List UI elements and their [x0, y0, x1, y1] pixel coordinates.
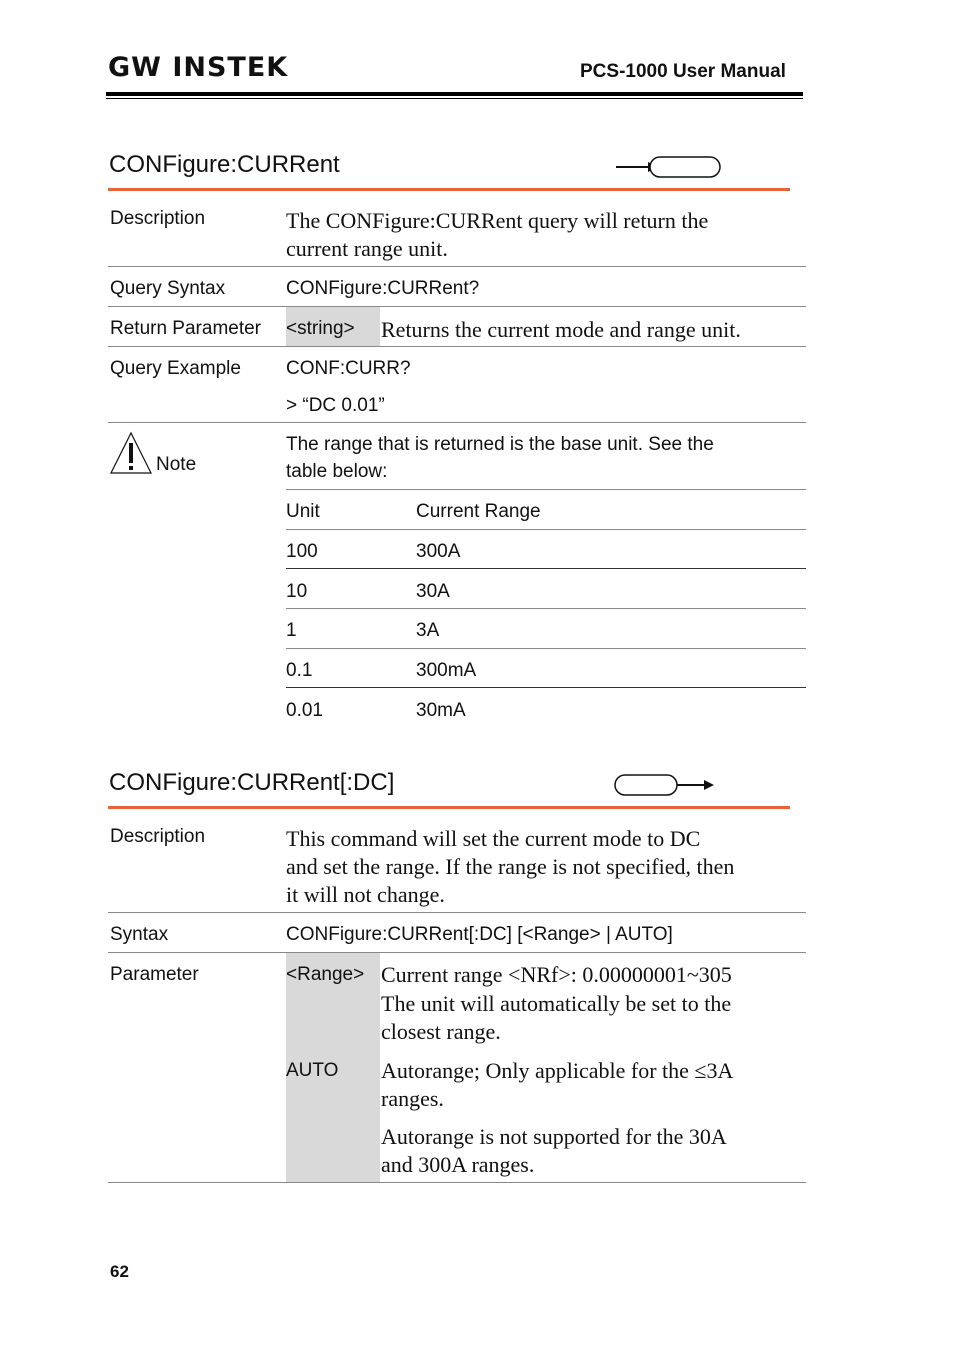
- table-cell-range: 300mA: [416, 660, 477, 681]
- param-auto-desc: Autorange; Only applicable for the ≤3A: [381, 1058, 734, 1083]
- description-line: The CONFigure:CURRent query will return the: [286, 208, 709, 233]
- table-cell-range: 30A: [416, 581, 450, 602]
- param-range-name: <Range>: [286, 964, 365, 985]
- row-divider: [108, 1182, 806, 1183]
- table-header-current-range: Current Range: [416, 501, 541, 522]
- row-divider: [108, 912, 806, 913]
- description-label: Description: [110, 208, 206, 229]
- section-rule: [108, 188, 790, 191]
- parameter-label: Parameter: [110, 964, 199, 985]
- note-line: The range that is returned is the base unit. See the: [286, 434, 714, 455]
- table-cell-range: 30mA: [416, 700, 466, 721]
- set-icon: [612, 772, 716, 800]
- row-divider: [108, 346, 806, 347]
- query-syntax: CONFigure:CURRent?: [286, 278, 480, 299]
- param-range-desc: Current range <NRf>: 0.00000001~305: [381, 962, 732, 987]
- param-auto-desc: Autorange is not supported for the 30A: [381, 1124, 727, 1149]
- query-example-response: > “DC 0.01”: [286, 395, 385, 416]
- table-cell-unit: 1: [286, 620, 297, 641]
- table-cell-unit: 10: [286, 581, 308, 602]
- table-divider: [286, 608, 806, 609]
- description-line: it will not change.: [286, 882, 445, 907]
- param-auto-desc: and 300A ranges.: [381, 1152, 535, 1177]
- query-example-command: CONF:CURR?: [286, 358, 411, 379]
- query-example-label: Query Example: [110, 358, 241, 379]
- manual-title: PCS-1000 User Manual: [580, 61, 786, 82]
- table-divider: [286, 529, 806, 530]
- syntax: CONFigure:CURRent[:DC] [<Range> | AUTO]: [286, 924, 673, 945]
- table-header-unit: Unit: [286, 501, 320, 522]
- query-syntax-label: Query Syntax: [110, 278, 226, 299]
- section-title-configure-current-dc: CONFigure:CURRent[:DC]: [109, 769, 395, 796]
- table-cell-unit: 100: [286, 541, 318, 562]
- syntax-label: Syntax: [110, 924, 169, 945]
- note-line: table below:: [286, 461, 388, 482]
- page-number: 62: [110, 1262, 129, 1281]
- description-line: current range unit.: [286, 236, 448, 261]
- header-rule: [106, 92, 803, 96]
- table-cell-unit: 0.01: [286, 700, 323, 721]
- gw-instek-logo: GW INSTEK: [108, 52, 289, 83]
- table-cell-range: 3A: [416, 620, 440, 641]
- warning-icon: [109, 431, 153, 475]
- header-rule-thin: [106, 98, 803, 99]
- description-line: This command will set the current mode to DC: [286, 826, 701, 851]
- section-title-configure-current: CONFigure:CURRent: [109, 151, 340, 178]
- return-param-desc: Returns the current mode and range unit.: [381, 317, 741, 342]
- table-cell-range: 300A: [416, 541, 461, 562]
- row-divider: [108, 306, 806, 307]
- table-divider: [286, 568, 806, 569]
- query-icon: [614, 154, 724, 182]
- table-divider: [286, 489, 806, 490]
- return-parameter-label: Return Parameter: [110, 318, 262, 339]
- table-divider: [286, 687, 806, 688]
- table-cell-unit: 0.1: [286, 660, 313, 681]
- row-divider: [108, 266, 806, 267]
- row-divider: [108, 422, 806, 423]
- note-label: Note: [156, 454, 197, 475]
- param-range-desc: closest range.: [381, 1019, 501, 1044]
- description-line: and set the range. If the range is not specified, then: [286, 854, 735, 879]
- section-rule: [108, 806, 790, 809]
- table-divider: [286, 648, 806, 649]
- param-range-desc: The unit will automatically be set to the: [381, 991, 732, 1016]
- return-param-name: <string>: [286, 318, 355, 339]
- description-label: Description: [110, 826, 206, 847]
- row-divider: [108, 952, 806, 953]
- param-auto-name: AUTO: [286, 1060, 339, 1081]
- param-auto-desc: ranges.: [381, 1086, 444, 1111]
